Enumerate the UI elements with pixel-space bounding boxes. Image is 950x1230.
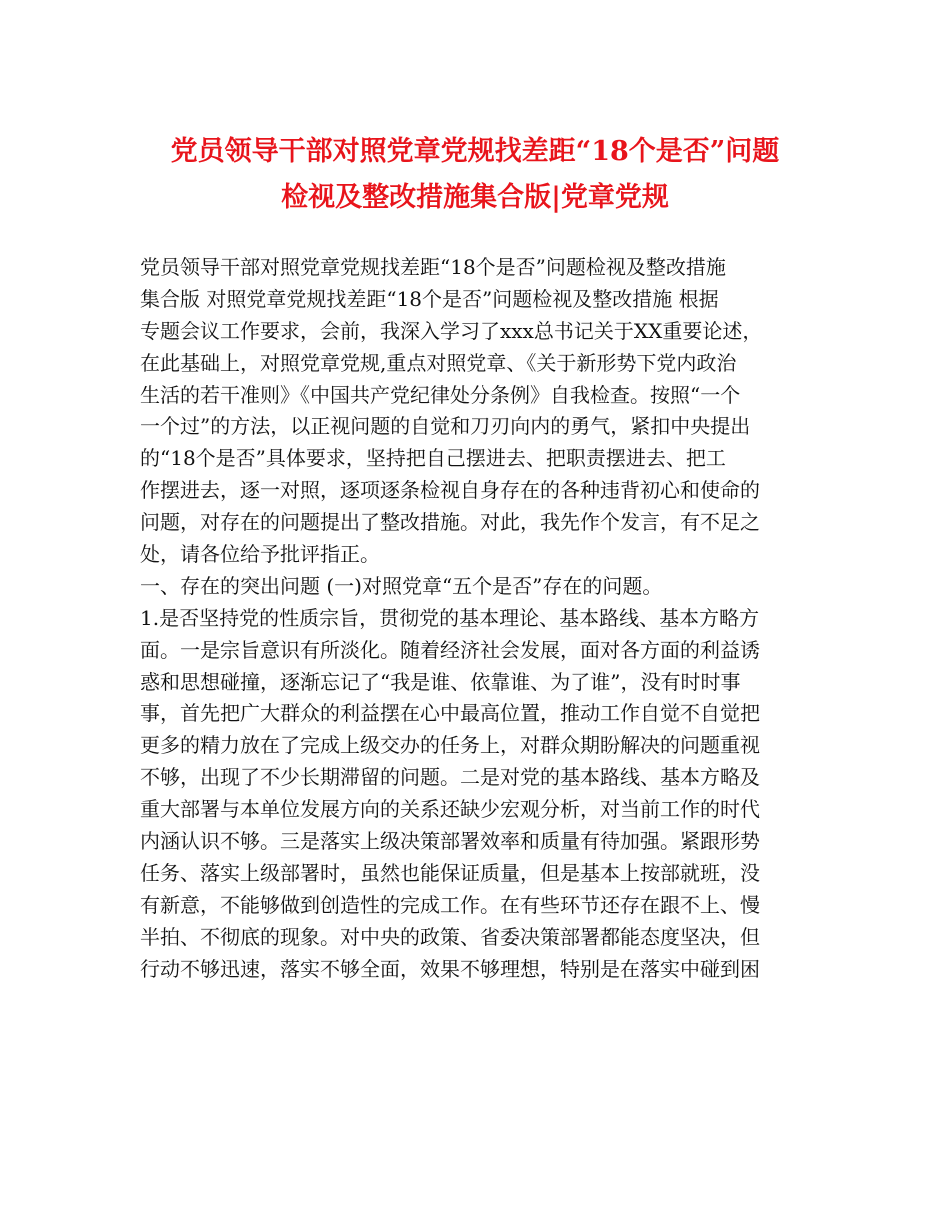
document-body <box>140 252 830 985</box>
body-line: 事，首先把广大群众的利益摆在心中最高位置，推动工作自觉不自觉把 <box>140 701 760 726</box>
document-title-line-2: 检视及整改措施集合版|党章党规 <box>281 182 669 213</box>
body-line: 一个过”的方法，以正视问题的自觉和刀刃向内的勇气，紧扣中央提出 <box>140 414 751 439</box>
body-line: 生活的若干准则》《中国共产党纪律处分条例》自我检查。按照“一个 <box>140 382 741 407</box>
body-line: 有新意，不能够做到创造性的完成工作。在有些环节还存在跟不上、慢 <box>140 892 760 917</box>
body-line: 半拍、不彻底的现象。对中央的政策、省委决策部署都能态度坚决，但 <box>140 924 760 949</box>
body-line: 作摆进去，逐一对照，逐项逐条检视自身存在的各种违背初心和使命的 <box>140 478 760 503</box>
body-line: 1.是否坚持党的性质宗旨，贯彻党的基本理论、基本路线、基本方略方 <box>140 605 760 630</box>
body-line: 专题会议工作要求，会前，我深入学习了xxx总书记关于XX重要论述， <box>140 318 763 343</box>
body-line: 不够，出现了不少长期滞留的问题。二是对党的基本路线、基本方略及 <box>140 765 760 790</box>
body-line: 处，请各位给予批评指正。 <box>140 542 380 567</box>
body-line: 行动不够迅速，落实不够全面，效果不够理想，特别是在落实中碰到困 <box>140 956 760 981</box>
body-line: 重大部署与本单位发展方向的关系还缺少宏观分析，对当前工作的时代 <box>140 797 760 822</box>
section-heading-line: 一、存在的突出问题 (一)对照党章“五个是否”存在的问题。 <box>140 573 663 598</box>
body-line: 在此基础上，对照党章党规,重点对照党章、《关于新形势下党内政治 <box>140 350 737 375</box>
body-line: 更多的精力放在了完成上级交办的任务上，对群众期盼解决的问题重视 <box>140 733 760 758</box>
body-line: 惑和思想碰撞，逐渐忘记了“我是谁、依靠谁、为了谁”，没有时时事 <box>140 669 741 694</box>
document-title-line-1: 党员领导干部对照党章党规找差距“18个是否”问题 <box>170 136 780 167</box>
body-line: 问题，对存在的问题提出了整改措施。对此，我先作个发言，有不足之 <box>140 510 760 535</box>
body-line: 党员领导干部对照党章党规找差距“18个是否”问题检视及整改措施 <box>140 255 726 279</box>
body-line: 集合版 对照党章党规找差距“18个是否”问题检视及整改措施 根据 <box>140 286 719 311</box>
body-line: 面。一是宗旨意识有所淡化。随着经济社会发展，面对各方面的利益诱 <box>140 637 760 662</box>
body-line: 的“18个是否”具体要求，坚持把自己摆进去、把职责摆进去、把工 <box>140 446 726 471</box>
body-line: 任务、落实上级部署时，虽然也能保证质量，但是基本上按部就班，没 <box>140 860 760 885</box>
body-line: 内涵认识不够。三是落实上级决策部署效率和质量有待加强。紧跟形势 <box>140 829 760 854</box>
